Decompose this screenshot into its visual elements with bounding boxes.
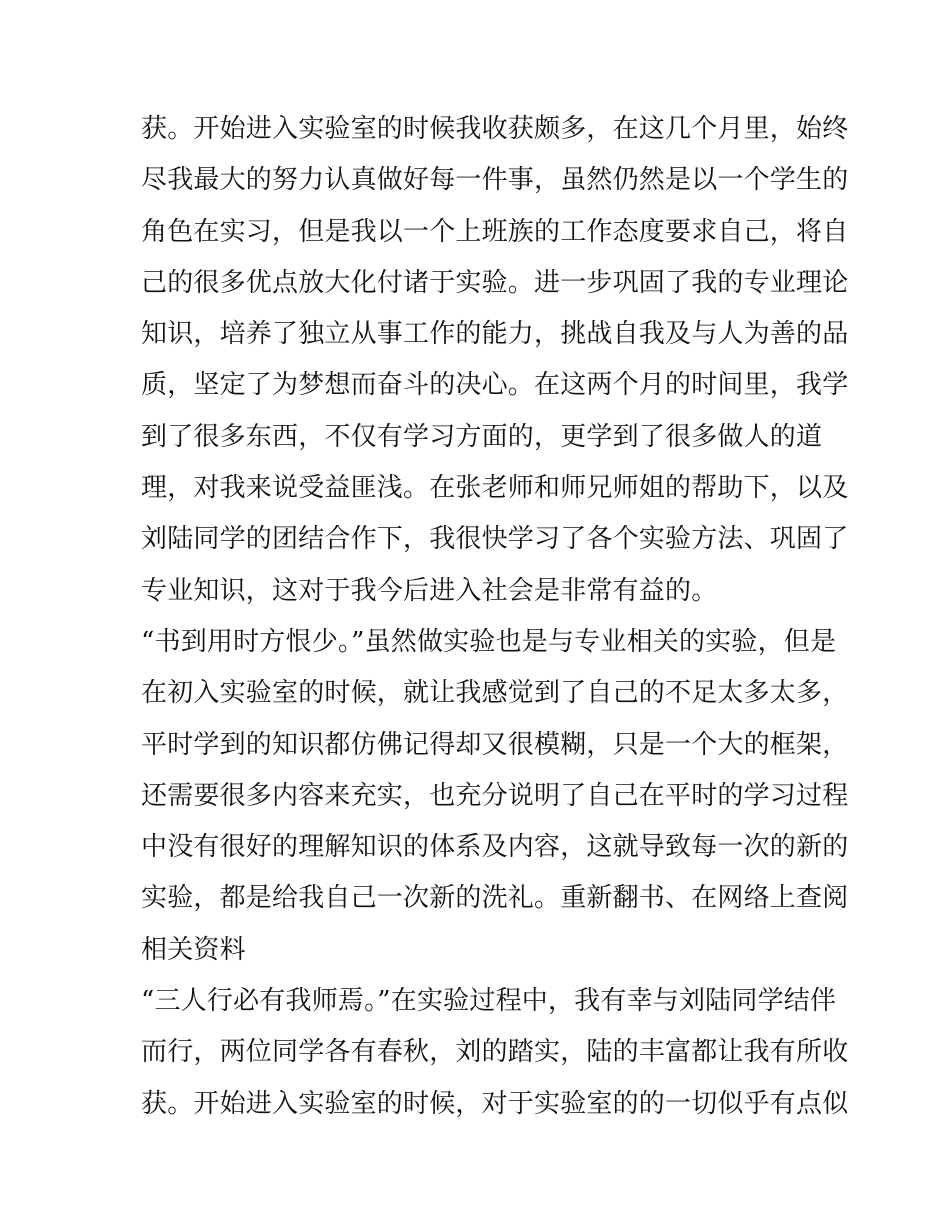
text-line: 知识，培养了独立从事工作的能力，挑战自我及与人为善的品 (141, 319, 849, 350)
text-line: 理，对我来说受益匪浅。在张老师和师兄师姐的帮助下，以及 (141, 473, 849, 504)
text-line: 专业知识，这对于我今后进入社会是非常有益的。 (141, 575, 718, 606)
text-line: 刘陆同学的团结合作下，我很快学习了各个实验方法、巩固了 (141, 524, 849, 555)
text-line: “书到用时方恨少。”虽然做实验也是与专业相关的实验，但是 (141, 626, 837, 657)
text-line: 而行，两位同学各有春秋，刘的踏实，陆的丰富都让我有所收 (141, 1037, 849, 1068)
text-line: 还需要很多内容来充实，也充分说明了自己在平时的学习过程 (141, 780, 849, 811)
text-line: 质，坚定了为梦想而奋斗的决心。在这两个月的时间里，我学 (141, 370, 849, 401)
text-line: 获。开始进入实验室的时候我收获颇多，在这几个月里，始终 (141, 114, 849, 144)
body-text (141, 104, 849, 1130)
text-line: 尽我最大的努力认真做好每一件事，虽然仍然是以一个学生的 (141, 165, 849, 196)
text-line: 实验，都是给我自己一次新的洗礼。重新翻书、在网络上查阅 (141, 883, 849, 914)
text-line: 在初入实验室的时候，就让我感觉到了自己的不足太多太多， (141, 678, 849, 709)
text-line: 己的很多优点放大化付诸于实验。进一步巩固了我的专业理论 (141, 267, 849, 298)
text-line: 获。开始进入实验室的时候，对于实验室的的一切似乎有点似 (141, 1088, 849, 1119)
text-line: “三人行必有我师焉。”在实验过程中，我有幸与刘陆同学结伴 (141, 986, 837, 1017)
text-line: 相关资料 (141, 934, 246, 965)
text-line: 角色在实习，但是我以一个上班族的工作态度要求自己，将自 (141, 216, 849, 247)
text-line: 平时学到的知识都仿佛记得却又很模糊，只是一个大的框架， (141, 729, 849, 760)
text-line: 中没有很好的理解知识的体系及内容，这就导致每一次的新的 (141, 832, 849, 863)
text-line: 到了很多东西，不仅有学习方面的，更学到了很多做人的道 (141, 421, 823, 452)
